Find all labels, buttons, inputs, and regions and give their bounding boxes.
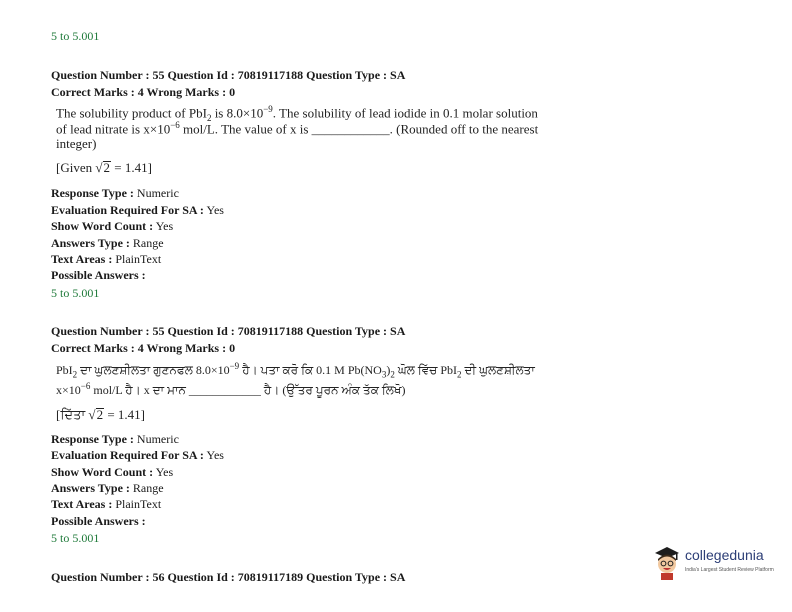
marks-line: Correct Marks : 4 Wrong Marks : 0 (51, 85, 236, 99)
meta-possible-answers: Possible Answers : (51, 268, 146, 282)
meta-possible-answers: Possible Answers : (51, 514, 146, 528)
question-header: Question Number : 55 Question Id : 70819117188 Question Type : SA (51, 68, 406, 82)
logo-tagline: India's Largest Student Review Platform (685, 567, 774, 573)
possible-answer-value: 5 to 5.001 (51, 531, 100, 545)
possible-answer-value: 5 to 5.001 (51, 29, 100, 43)
meta-answers-type: Answers Type : Range (51, 481, 164, 495)
question-text-line-2: of lead nitrate is $x\times 10^{-6}$ mol/L. The value of x is ____________. (Rounded off to the nearest (56, 120, 539, 137)
meta-text-areas: Text Areas : PlainText (51, 497, 162, 511)
meta-response-type: Response Type : Numeric (51, 186, 179, 200)
given-line: [Given √2 = 1.41] (56, 160, 152, 175)
question-text-line-3: integer) (56, 136, 97, 151)
question-text-line-2: $x\times 10^{-6}$ mol/L ਹੈ। x ਦਾ ਮਾਨ ____________ ਹੈ। (ਉੱਤਰ ਪੂਰਨ ਅੰਕ ਤੱਕ ਲਿਖੋ) (56, 381, 406, 397)
meta-response-type: Response Type : Numeric (51, 432, 179, 446)
student-mascot-icon (652, 545, 682, 581)
meta-show-word-count: Show Word Count : Yes (51, 465, 174, 479)
meta-show-word-count: Show Word Count : Yes (51, 219, 174, 233)
collegedunia-logo[interactable] (652, 543, 777, 583)
question-header: Question Number : 55 Question Id : 70819117188 Question Type : SA (51, 324, 406, 338)
given-line: [ਦਿੱਤਾ √2 = 1.41] (56, 407, 145, 422)
question-text-line-1: PbI$_2$ ਦਾ ਘੁਲਣਸ਼ੀਲਤਾ ਗੁਣਨਫਲ $8.0\times 10^{-9}$ ਹੈ। ਪਤਾ ਕਰੋ ਕਿ 0.1 M $Pb(NO_3)_2$ ਘੋਲ ਵਿੱਚ PbI$_2$ ਦੀ ਘੁਲਣਸ਼ੀਲਤਾ (56, 361, 535, 380)
marks-line: Correct Marks : 4 Wrong Marks : 0 (51, 341, 236, 355)
logo-wordmark: collegedunia (685, 547, 764, 563)
meta-evaluation-required: Evaluation Required For SA : Yes (51, 203, 224, 217)
possible-answer-value: 5 to 5.001 (51, 286, 100, 300)
question-header: Question Number : 56 Question Id : 70819117189 Question Type : SA (51, 570, 406, 584)
meta-answers-type: Answers Type : Range (51, 236, 164, 250)
meta-text-areas: Text Areas : PlainText (51, 252, 162, 266)
question-text-line-1: The solubility product of PbI$_2$ is $8.0\times 10^{-9}$. The solubility of lead iodide in 0.1 molar solution (56, 104, 538, 123)
sqrt-symbol: √2 (95, 160, 110, 175)
meta-evaluation-required: Evaluation Required For SA : Yes (51, 448, 224, 462)
sqrt-symbol: √2 (88, 407, 104, 422)
